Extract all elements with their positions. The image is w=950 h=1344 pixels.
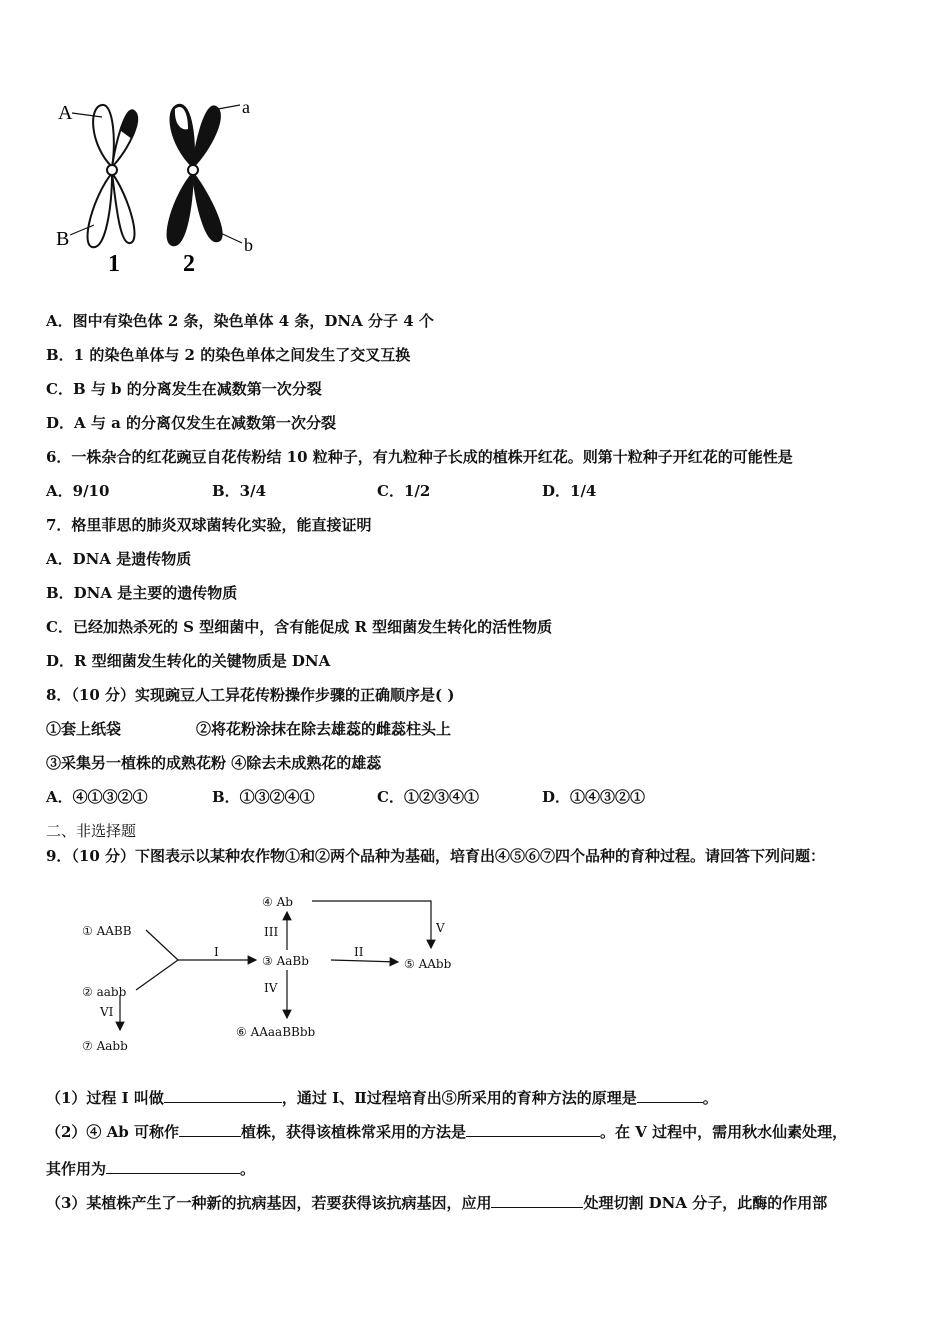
q5-option-a: A．图中有染色体 2 条，染色单体 4 条，DNA 分子 4 个 xyxy=(46,312,434,330)
q9-part1-text-a: （1）过程 I 叫做 xyxy=(46,1089,164,1107)
q9-blank-1[interactable] xyxy=(164,1088,282,1103)
q9-blank-6[interactable] xyxy=(491,1193,583,1208)
step-I: I xyxy=(214,945,219,959)
q9-blank-5[interactable] xyxy=(106,1159,240,1174)
q9-part2-text-a: （2）④ Ab 可称作 xyxy=(46,1123,180,1141)
breeding-diagram xyxy=(76,888,496,1063)
step-V: V xyxy=(436,921,445,935)
node-7: ⑦ Aabb xyxy=(82,1039,128,1053)
q7-option-a: A．DNA 是遗传物质 xyxy=(46,550,192,568)
q9-part2-text-c: 。在 V 过程中，需用秋水仙素处理， xyxy=(600,1123,848,1141)
q9-part1-text-b: ，通过 I、Ⅱ过程培育出⑤所采用的育种方法的原理是 xyxy=(281,1089,637,1107)
node-1: ① AABB xyxy=(82,924,132,938)
label-1: 1 xyxy=(108,251,120,277)
q8-option-b: B．①③②④① xyxy=(212,788,315,806)
q9-blank-2[interactable] xyxy=(637,1088,703,1103)
q9-part3-text-b: 处理切割 DNA 分子，此酶的作用部 xyxy=(583,1194,828,1212)
q9-blank-3[interactable] xyxy=(179,1122,241,1137)
label-b: b xyxy=(244,235,253,255)
q9-part1-text-c: 。 xyxy=(702,1089,718,1107)
q9-part3 xyxy=(46,1193,827,1213)
q8-option-a: A．④①③②① xyxy=(46,788,148,806)
chromosome-figure xyxy=(50,95,280,280)
node-3: ③ AaBb xyxy=(262,954,309,968)
q9-part2-text-b: 植株，获得该植株常采用的方法是 xyxy=(241,1123,467,1141)
label-A: A xyxy=(58,102,73,124)
q9-stem: 9．（10 分）下图表示以某种农作物①和②两个品种为基础，培育出④⑤⑥⑦四个品种的育种过程。请回答下列问题： xyxy=(46,847,826,865)
q9-part2-cont xyxy=(46,1159,255,1179)
q9-part1 xyxy=(46,1088,718,1108)
label-a: a xyxy=(242,97,250,117)
q9-blank-4[interactable] xyxy=(466,1122,600,1137)
step-IV: IV xyxy=(264,981,278,995)
q6-option-c: C．1/2 xyxy=(377,482,431,500)
q6-option-b: B．3/4 xyxy=(212,482,267,500)
node-5: ⑤ AAbb xyxy=(404,957,452,971)
step-III: III xyxy=(264,925,279,939)
q7-option-c: C．已经加热杀死的 S 型细菌中，含有能促成 R 型细菌发生转化的活性物质 xyxy=(46,618,553,636)
q8-steps-3-4: ③采集另一植株的成熟花粉 ④除去未成熟花的雄蕊 xyxy=(46,754,382,772)
q9-part3-text-a: （3）某植株产生了一种新的抗病基因，若要获得该抗病基因，应用 xyxy=(46,1194,492,1212)
step-II: II xyxy=(354,945,364,959)
q8-stem: 8．（10 分）实现豌豆人工异花传粉操作步骤的正确顺序是( ) xyxy=(46,686,455,704)
q6-option-d: D．1/4 xyxy=(542,482,597,500)
q8-option-d: D．①④③②① xyxy=(542,788,646,806)
chromosome-2 xyxy=(168,105,222,246)
q5-option-d: D．A 与 a 的分离仅发生在减数第一次分裂 xyxy=(46,414,337,432)
label-B: B xyxy=(56,228,70,250)
q9-part2-text-e: 。 xyxy=(240,1160,256,1178)
q6-option-a: A．9/10 xyxy=(46,482,110,500)
q7-option-d: D．R 型细菌发生转化的关键物质是 DNA xyxy=(46,652,331,670)
q7-option-b: B．DNA 是主要的遗传物质 xyxy=(46,584,238,602)
node-4: ④ Ab xyxy=(262,895,293,909)
q5-option-c: C．B 与 b 的分离发生在减数第一次分裂 xyxy=(46,380,322,398)
section-heading: 二、非选择题 xyxy=(46,822,137,840)
q9-part2 xyxy=(46,1122,847,1142)
node-6: ⑥ AAaaBBbb xyxy=(236,1025,316,1039)
q8-step-2: ②将花粉涂抹在除去雄蕊的雌蕊柱头上 xyxy=(196,720,452,738)
q9-part2-text-d: 其作用为 xyxy=(46,1160,107,1178)
q7-stem: 7．格里菲思的肺炎双球菌转化实验，能直接证明 xyxy=(46,516,372,534)
q6-stem: 6．一株杂合的红花豌豆自花传粉结 10 粒种子，有九粒种子长成的植株开红花。则第十粒种子开红花的可能性是 xyxy=(46,448,793,466)
q8-option-c: C．①②③④① xyxy=(377,788,479,806)
node-2: ② aabb xyxy=(82,985,127,999)
label-2: 2 xyxy=(183,251,195,277)
q5-option-b: B．1 的染色单体与 2 的染色单体之间发生了交叉互换 xyxy=(46,346,411,364)
q8-step-1: ①套上纸袋 xyxy=(46,720,122,738)
step-VI: VI xyxy=(100,1005,114,1019)
